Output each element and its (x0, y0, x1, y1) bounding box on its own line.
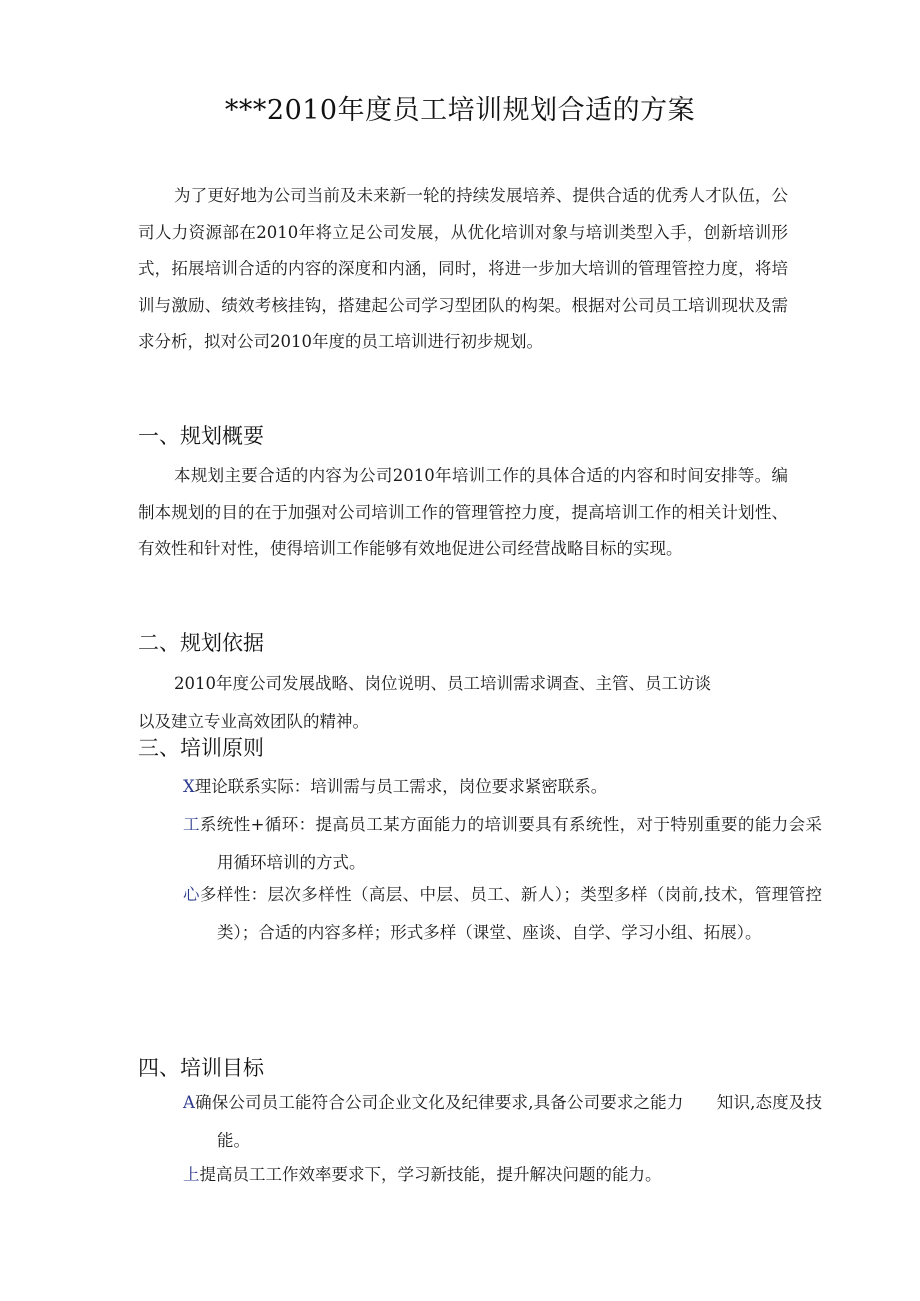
bullet-marker: X (183, 777, 195, 796)
section-heading-overview: 一、规划概要 (138, 424, 264, 448)
section-heading-goals: 四、培训目标 (138, 1056, 264, 1080)
section-heading-basis: 二、规划依据 (138, 631, 264, 655)
principle-text: 系统性+循环：提高员工某方面能力的培训要具有系统性，对于特别重要的能力会采用循环培训的方式。 (199, 815, 823, 872)
goal-item-culture (183, 1084, 822, 1160)
section-heading-principles: 三、培训原则 (138, 736, 264, 760)
basis-line-1: 2010年度公司发展战略、岗位说明、员工培训需求调查、主管、员工访谈 (174, 674, 711, 693)
document-title: ***2010年度员工培训规划合适的方案 (224, 95, 696, 126)
overview-paragraph: 本规划主要合适的内容为公司2010年培训工作的具体合适的内容和时间安排等。编制本规划的目的在于加强对公司培训工作的管理管控力度，提高培训工作的相关计划性、有效性和针对性，使得培训工作能够有效地促进公司经营战略目标的实现。 (138, 466, 788, 558)
bullet-marker: 工 (183, 815, 200, 834)
principle-item-practical (183, 768, 822, 806)
goal-text: 确保公司员工能符合公司企业文化及纪律要求,具备公司要求之能力 知识,态度及技能。 (194, 1093, 822, 1150)
bullet-marker: 上 (183, 1165, 200, 1184)
basis-line-2: 以及建立专业高效团队的精神。 (138, 712, 369, 731)
principle-text: 多样性：层次多样性（高层、中层、员工、新人）；类型多样（岗前,技术，管理管控类）；合适的内容多样；形式多样（课堂、座谈、自学、学习小组、拓展）。 (199, 885, 823, 942)
bullet-marker: 心 (183, 885, 200, 904)
principle-text: 理论联系实际：培训需与员工需求，岗位要求紧密联系。 (194, 777, 608, 796)
goal-item-efficiency (183, 1156, 822, 1194)
principle-item-diversity (183, 876, 822, 952)
bullet-marker: A (183, 1093, 195, 1112)
intro-paragraph: 为了更好地为公司当前及未来新一轮的持续发展培养、提供合适的优秀人才队伍，公司人力资源部在2010年将立足公司发展，从优化培训对象与培训类型入手，创新培训形式，拓展培训合适的内容的深度和内涵，同时，将进一步加大培训的管理管控力度，将培训与激励、绩效考核挂钩，搭建起公司学习型团队的构架。根据对公司员工培训现状及需求分析，拟对公司2010年度的员工培训进行初步规划。 (138, 186, 788, 351)
goal-text: 提高员工工作效率要求下，学习新技能，提升解决问题的能力。 (199, 1165, 662, 1184)
principle-item-systematic (183, 806, 822, 882)
